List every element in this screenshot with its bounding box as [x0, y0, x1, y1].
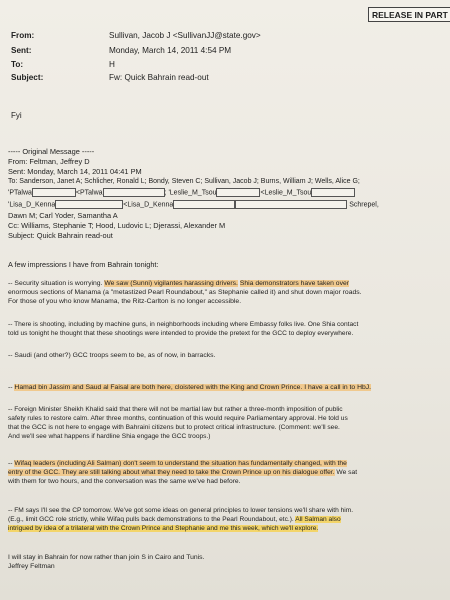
- paragraph-hbj: -- Hamad bin Jassim and Saud al Faisal are both here, cloistered with the King and Crown Prince. I have a call in to HbJ.: [8, 384, 372, 391]
- paragraph-security-l2: enormous sections of Manama (a "metastized Pearl Roundabout," as Stephanie called it) and shut down major roads.: [8, 289, 362, 296]
- signature-name: Jeffrey Feltman: [8, 563, 55, 570]
- highlight: All Salman also: [295, 516, 341, 523]
- highlight: intrigued by idea of a trilateral with the Crown Prince and Stephanie and me this week, which we'll explore.: [8, 525, 319, 532]
- intro-text: Fyi: [11, 111, 22, 120]
- redaction-box: [216, 188, 260, 197]
- redaction-box: [103, 188, 165, 197]
- redaction-box: [235, 200, 347, 209]
- sent-label: Sent:: [11, 46, 32, 55]
- original-to-line4: Dawn M; Carl Yoder, Samantha A: [8, 211, 118, 220]
- paragraph-security: -- Security situation is worrying. We saw (Sunni) vigilantes harassing drivers. Shia demonstrators have taken over: [8, 280, 350, 287]
- header-sent-row: [11, 46, 231, 55]
- original-sent: Sent: Monday, March 14, 2011 04:41 PM: [8, 167, 142, 176]
- original-divider: ----- Original Message -----: [8, 147, 95, 156]
- paragraph-cp-meeting-l2: (E.g., limit GCC role strictly, while Wifaq pulls back demonstrations to the Pearl Roundabout, etc.). All Salman also: [8, 516, 341, 523]
- paragraph-fm-khalid: -- Foreign Minister Sheikh Khalid said that there will not be martial law but rather a three-month imposition of public: [8, 406, 343, 413]
- redaction-box: [311, 188, 355, 197]
- paragraph-security-l3: For those of you who know Manama, the Ritz-Carlton is no longer accessible.: [8, 298, 242, 305]
- redaction-box: [55, 200, 123, 209]
- paragraph-cp-meeting: -- FM says I'll see the CP tomorrow. We've got some ideas on general principles to lower tensions we'll share with him.: [8, 507, 354, 514]
- redaction-box: [32, 188, 76, 197]
- release-stamp: RELEASE IN PART: [368, 7, 450, 22]
- highlight: Wifaq leaders (including Ali Salman) don't seem to understand the situation has fundamentally changed, with the: [14, 460, 347, 467]
- highlight: Shia demonstrators have taken over: [239, 280, 350, 287]
- header-to-row: [11, 60, 115, 69]
- from-value: Sullivan, Jacob J <SullivanJJ@state.gov>: [109, 31, 261, 40]
- original-to-line3: 'Lisa_D_Kenna <Lisa_D_Kenna Schrepel,: [8, 201, 379, 209]
- subject-label: Subject:: [11, 73, 44, 82]
- paragraph-saudi: -- Saudi (and other?) GCC troops seem to be, as of now, in barracks.: [8, 352, 216, 359]
- paragraph-fm-khalid-l4: And we'll see what happens if hardline Shia engage the GCC troops.): [8, 433, 211, 440]
- from-label: From:: [11, 31, 35, 40]
- to-label: To:: [11, 60, 24, 69]
- sent-value: Monday, March 14, 2011 4:54 PM: [109, 46, 232, 55]
- original-subject: Subject: Quick Bahrain read-out: [8, 231, 113, 240]
- original-to: To: Sanderson, Janet A; Schlicher, Ronald L; Bondy, Steven C; Sullivan, Jacob J; Burns, William J; Wells, Alice G;: [8, 178, 360, 185]
- paragraph-shooting: -- There is shooting, including by machine guns, in neighborhoods including where Embassy folks live. One Shia contact: [8, 321, 359, 328]
- highlight: They are still talking about what they need to take the Crown Prince up on his dialogue offer.: [61, 469, 335, 476]
- original-cc: Cc: Williams, Stephanie T; Hood, Ludovic L; Djerassi, Alexander M: [8, 221, 226, 230]
- highlight: Hamad bin Jassim and Saud al Faisal are both here, cloistered with the King and Crown Prince. I have a call in to HbJ.: [14, 384, 372, 391]
- paragraph-wifaq-l2: entry of the GCC. They are still talking about what they need to take the Crown Prince up on his dialogue offer. We sat: [8, 469, 358, 476]
- paragraph-shooting-l2: told us tonight he thought that these shootings were intended to provide the pretext for the GCC to deploy everywhere.: [8, 330, 354, 337]
- closing-text: I will stay in Bahrain for now rather than join S in Cairo and Tunis.: [8, 554, 205, 561]
- original-from: From: Feltman, Jeffrey D: [8, 157, 90, 166]
- highlight: We saw (Sunni) vigilantes harassing drivers.: [104, 280, 238, 287]
- original-to-line2: 'PTalwa <PTalwa ; 'Leslie_M_Tsou <Leslie_M_Tsou: [8, 188, 355, 197]
- paragraph-fm-khalid-l2: safety rules to restore calm. After three months, continuation of this would require Parliamentary approval. He told us: [8, 415, 348, 422]
- highlight: entry of the GCC.: [8, 469, 62, 476]
- redaction-box: [173, 200, 235, 209]
- to-value: H: [109, 60, 115, 69]
- paragraph-cp-meeting-l3: [8, 524, 318, 533]
- paragraph-wifaq: -- Wifaq leaders (including Ali Salman) don't seem to understand the situation has fundamentally changed, with the: [8, 460, 347, 467]
- header-subject-row: [11, 73, 209, 82]
- body-opening: A few impressions I have from Bahrain tonight:: [8, 260, 159, 269]
- paragraph-fm-khalid-l3: that the GCC is not here to engage with Bahraini citizens but to protect critical infrastructure. (Comment: we'll see.: [8, 424, 340, 431]
- subject-value: Fw: Quick Bahrain read-out: [109, 73, 209, 82]
- paragraph-wifaq-l3: with them for two hours, and the conversation was the same we've had before.: [8, 478, 241, 485]
- header-from-row: [11, 31, 261, 40]
